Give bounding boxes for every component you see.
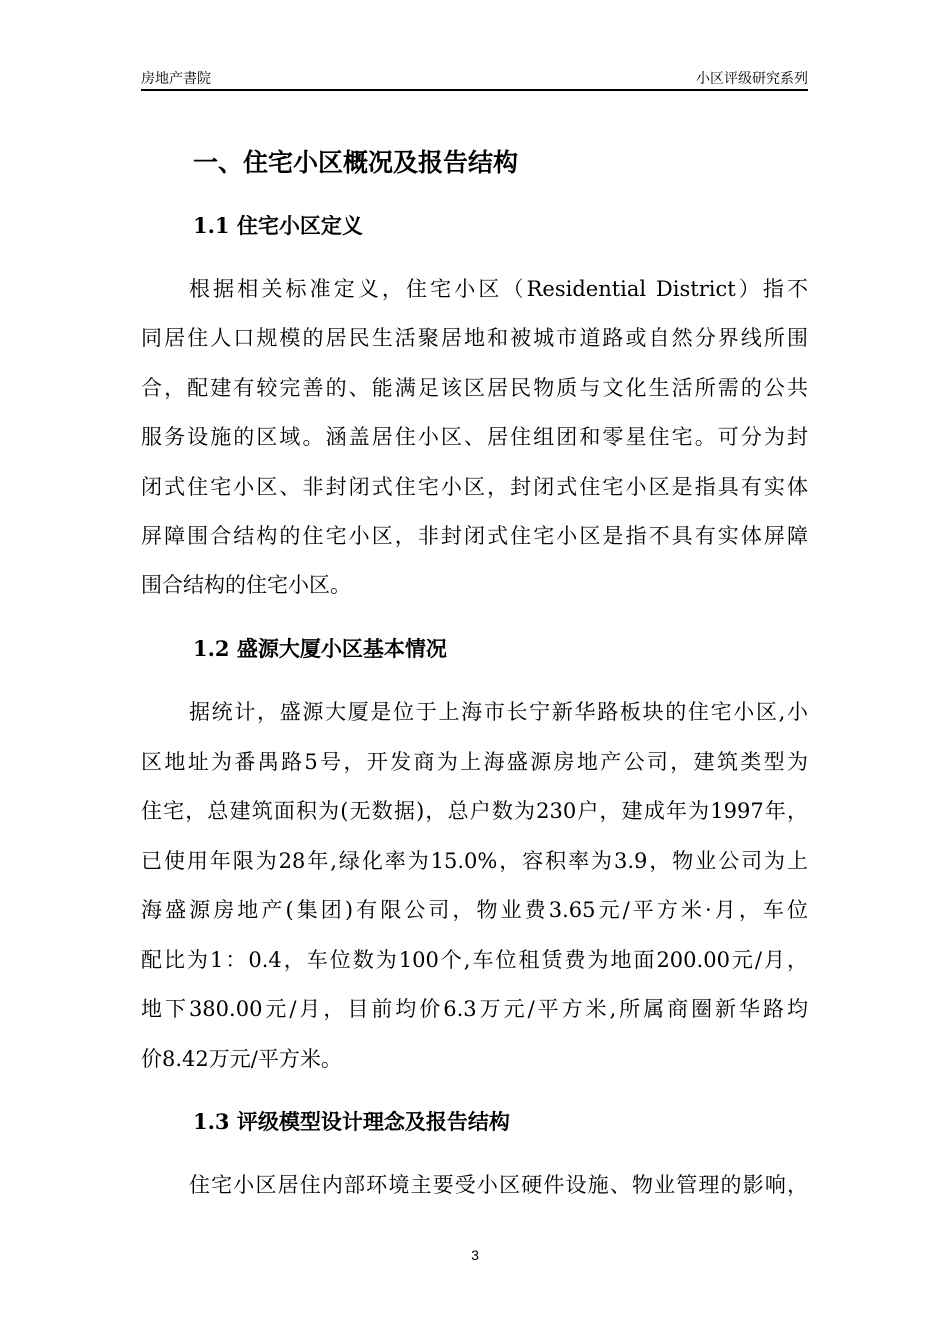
paragraph-line: 同居住人口规模的居民生活聚居地和被城市道路或自然分界线所围	[141, 326, 808, 351]
paragraph-line: 地下380.00元/月，目前均价6.3万元/平方米,所属商圈新华路均	[141, 997, 808, 1021]
paragraph-line: 围合结构的住宅小区。	[141, 573, 351, 598]
section-heading: 1.1 住宅小区定义	[193, 213, 363, 238]
section-heading: 1.3 评级模型设计理念及报告结构	[193, 1109, 510, 1134]
paragraph-line: 闭式住宅小区、非封闭式住宅小区，封闭式住宅小区是指具有实体	[141, 474, 808, 499]
paragraph-line: 已使用年限为28年,绿化率为15.0%，容积率为3.9，物业公司为上	[141, 848, 808, 873]
header-left: 房地产書院	[141, 70, 211, 86]
section-heading: 1.2 盛源大厦小区基本情况	[193, 636, 447, 661]
paragraph-line: 住宅，总建筑面积为(无数据)，总户数为230户，建成年为1997年，	[141, 799, 808, 823]
page-number: 3	[471, 1247, 479, 1263]
header-rule	[141, 89, 808, 91]
paragraph-line: 据统计，盛源大厦是位于上海市长宁新华路板块的住宅小区,小	[189, 700, 808, 724]
header-right: 小区评级研究系列	[696, 70, 808, 86]
paragraph-line: 住宅小区居住内部环境主要受小区硬件设施、物业管理的影响，	[189, 1173, 808, 1197]
paragraph-line: 服务设施的区域。涵盖居住小区、居住组团和零星住宅。可分为封	[141, 425, 808, 450]
paragraph-line: 区地址为番禺路5号，开发商为上海盛源房地产公司，建筑类型为	[141, 749, 808, 774]
paragraph-line: 海盛源房地产(集团)有限公司，物业费3.65元/平方米·月，车位	[141, 898, 808, 922]
paragraph-line: 价8.42万元/平方米。	[141, 1046, 342, 1071]
paragraph-line: 合，配建有较完善的、能满足该区居民物质与文化生活所需的公共	[141, 375, 808, 400]
paragraph-line: 配比为1：0.4，车位数为100个,车位租赁费为地面200.00元/月，	[141, 947, 808, 972]
paragraph-line: 根据相关标准定义，住宅小区（Residential District）指不	[189, 277, 808, 301]
paragraph-line: 屏障围合结构的住宅小区，非封闭式住宅小区是指不具有实体屏障	[141, 524, 808, 548]
chapter-title: 一、住宅小区概况及报告结构	[193, 148, 519, 177]
